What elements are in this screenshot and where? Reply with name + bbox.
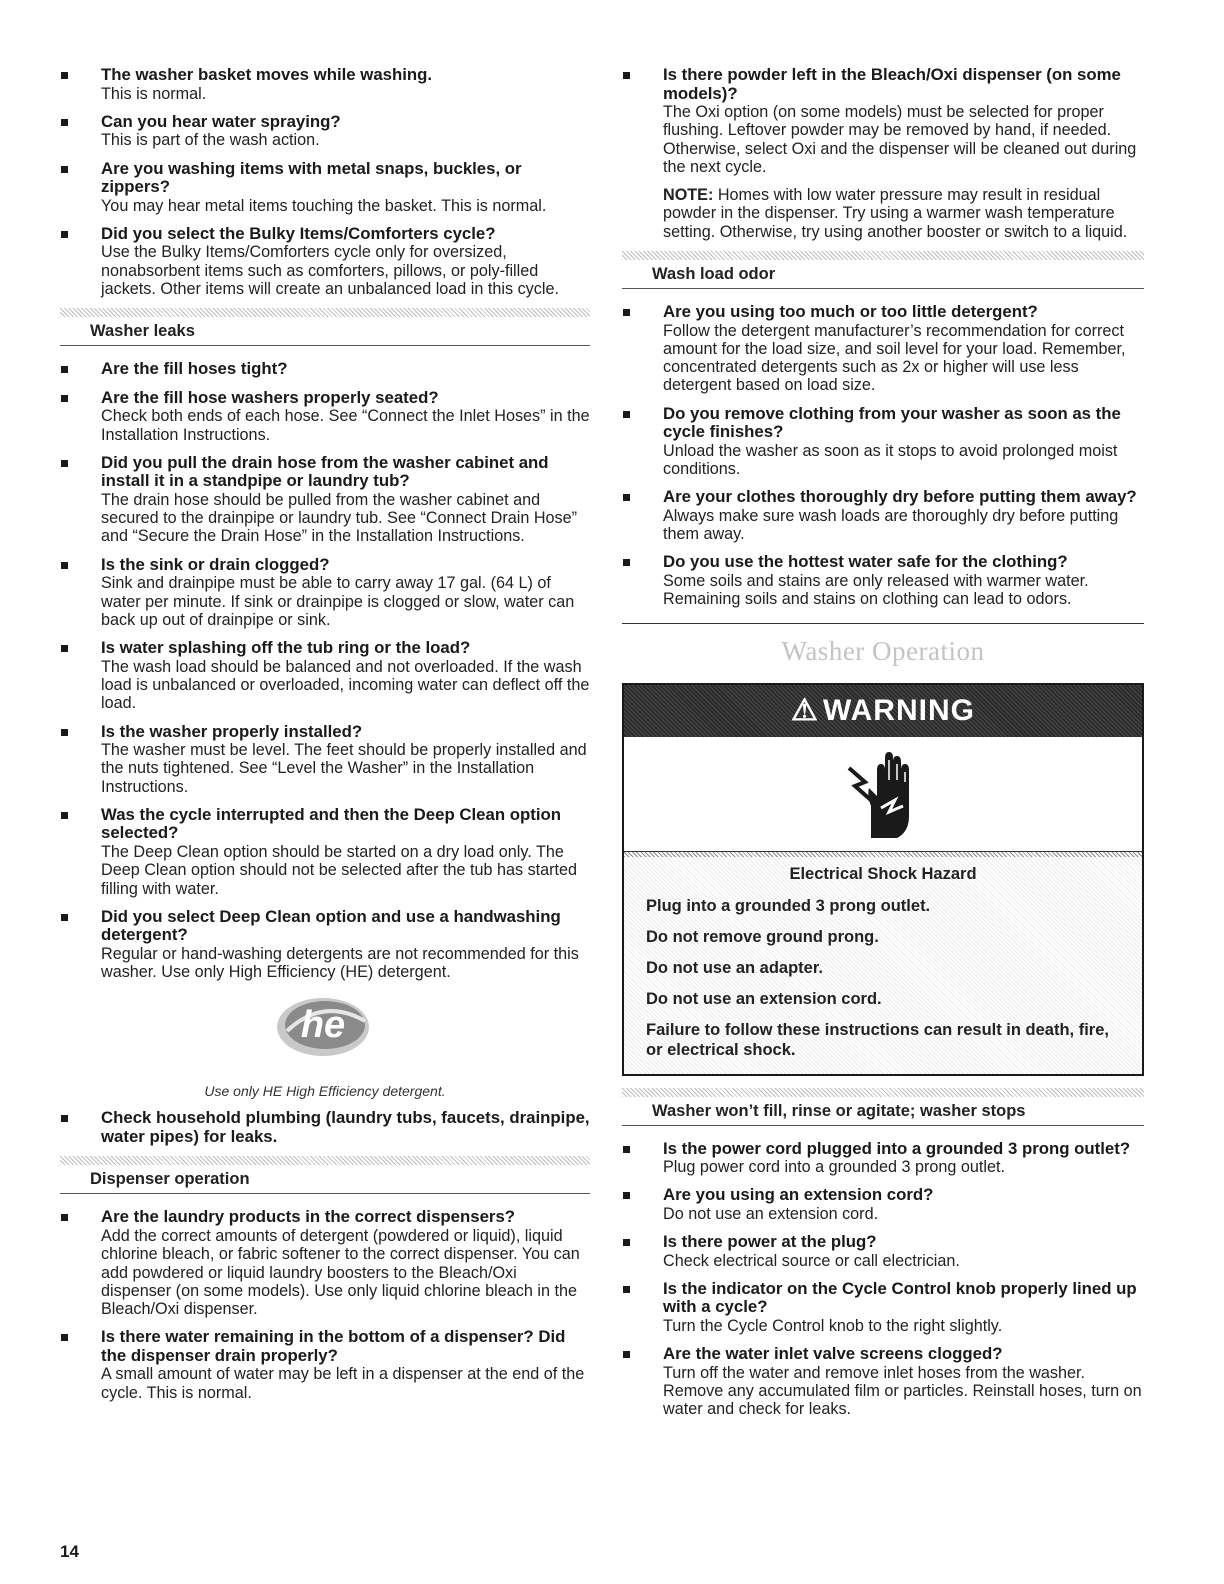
bullet-icon: [61, 729, 68, 736]
bullet-icon: [61, 119, 68, 126]
section-header-washer-leaks: [60, 308, 590, 346]
answer: Some soils and stains are only released with warmer water. Remaining soils and stains on clothing can lead to odors.: [663, 571, 1089, 609]
bullet-icon: [623, 494, 630, 501]
answer: Always make sure wash loads are thoroughly dry before putting them away.: [663, 506, 1119, 544]
bullet-icon: [61, 395, 68, 402]
section-title: Washer won’t fill, rinse or agitate; washer stops: [622, 1097, 1144, 1126]
he-logo-text: he: [300, 1004, 346, 1047]
bullet-icon: [61, 166, 68, 173]
section-header-dispenser-operation: [60, 1156, 590, 1194]
qa-item: [60, 1328, 590, 1402]
bullet-icon: [623, 559, 630, 566]
shock-hazard-figure: [624, 737, 1142, 851]
warning-box: [622, 683, 1144, 1076]
qa-item: [60, 160, 590, 215]
bullet-icon: [623, 72, 630, 79]
warning-line: Failure to follow these instructions can result in death, fire, or electrical shock.: [646, 1020, 1109, 1059]
warning-line: Plug into a grounded 3 prong outlet.: [646, 896, 931, 915]
question: Did you select Deep Clean option and use a handwashing detergent?: [101, 906, 561, 945]
question: Was the cycle interrupted and then the Deep Clean option selected?: [101, 804, 561, 843]
qa-list: [60, 1208, 590, 1402]
page-number: 14: [60, 1542, 79, 1561]
question: Is water splashing off the tub ring or the load?: [101, 638, 471, 658]
warning-line: Do not use an adapter.: [646, 958, 823, 977]
answer: Turn the Cycle Control knob to the right slightly.: [663, 1316, 1003, 1335]
section-title: Wash load odor: [622, 260, 1144, 289]
warning-banner: [624, 685, 1142, 737]
qa-list: [60, 360, 590, 981]
bullet-icon: [61, 460, 68, 467]
qa-item: [60, 113, 590, 150]
qa-item: [622, 1280, 1144, 1335]
he-logo-icon: [273, 991, 377, 1061]
answer: Unload the washer as soon as it stops to avoid prolonged moist conditions.: [663, 441, 1118, 479]
question: Is there power at the plug?: [663, 1232, 877, 1252]
logo-caption: Use only HE High Efficiency detergent.: [204, 1083, 446, 1100]
qa-item: [60, 556, 590, 629]
answer: Plug power cord into a grounded 3 prong outlet.: [663, 1158, 1005, 1177]
section-header-wash-load-odor: [622, 251, 1144, 289]
hatch-divider: [60, 1156, 590, 1165]
warning-line: Do not use an extension cord.: [646, 989, 882, 1008]
answer: A small amount of water may be left in a dispenser at the end of the cycle. This is normal.: [101, 1365, 585, 1402]
answer: Check both ends of each hose. See “Connect the Inlet Hoses” in the Installation Instructions.: [101, 407, 590, 444]
qa-list: [622, 303, 1144, 608]
qa-item: [622, 303, 1144, 395]
warning-line: Do not remove ground prong.: [646, 927, 879, 946]
warning-triangle-icon: ⚠: [791, 694, 819, 728]
section-title: Washer leaks: [60, 317, 590, 346]
he-logo-figure: [60, 991, 590, 1099]
bullet-icon: [61, 231, 68, 238]
warning-banner-text: WARNING: [822, 693, 975, 727]
qa-item: [60, 389, 590, 444]
question: Check household plumbing (laundry tubs, faucets, drainpipe, water pipes) for leaks.: [101, 1108, 590, 1146]
bullet-icon: [623, 1146, 630, 1153]
qa-item: [622, 1140, 1144, 1177]
bullet-icon: [61, 914, 68, 921]
question: Can you hear water spraying?: [101, 111, 341, 131]
qa-item: [60, 454, 590, 546]
note-label: NOTE:: [663, 186, 714, 205]
electrical-shock-hand-icon: [843, 746, 923, 842]
qa-item: [622, 66, 1144, 241]
note: [663, 186, 1144, 241]
hatch-divider: [60, 308, 590, 317]
left-column: [60, 66, 590, 1412]
section-title: Dispenser operation: [60, 1165, 590, 1194]
qa-item: [622, 405, 1144, 479]
qa-item: [622, 553, 1144, 608]
answer: The wash load should be balanced and not overloaded. If the wash load is unbalanced or overloaded, incoming water can deflect off the load.: [101, 657, 590, 713]
section-header-wont-fill: [622, 1088, 1144, 1126]
answer: Add the correct amounts of detergent (powdered or liquid), liquid chlorine bleach, or fabric softener to the correct dispenser. You can add powdered or liquid laundry boosters to the Bleach/Oxi dispenser (on some models). Use only liquid chlorine bleach in the Bleach/Oxi dispenser.: [101, 1226, 580, 1319]
bullet-icon: [61, 1334, 68, 1341]
question: Did you pull the drain hose from the washer cabinet and install it in a standpipe or laundry tub?: [101, 452, 549, 491]
qa-item: [60, 639, 590, 712]
question: The washer basket moves while washing.: [101, 65, 433, 84]
hazard-title: Electrical Shock Hazard: [789, 864, 977, 883]
question: Is there powder left in the Bleach/Oxi dispenser (on some models)?: [663, 65, 1121, 103]
qa-item: [622, 1233, 1144, 1270]
right-column: [622, 66, 1144, 1429]
qa-item: [622, 488, 1144, 543]
answer: The Oxi option (on some models) must be selected for proper flushing. Leftover powder may be removed by hand, if needed. Otherwise, select Oxi and the dispenser will be cleaned out during the next cycle. NOTE: Homes with low water pressure may result in residual powder in the dispenser. Try using a warmer wash temperature setting. Otherwise, try using another booster or switch to a liquid.: [663, 103, 1144, 241]
note-text: Homes with low water pressure may result in residual powder in the dispenser. Try using a warmer wash temperature setting. Otherwise, try using another booster or switch to a liquid.: [663, 186, 1128, 241]
hatch-divider: [622, 251, 1144, 260]
bullet-icon: [623, 1286, 630, 1293]
question: Are the water inlet valve screens clogged?: [663, 1344, 1003, 1364]
question: Do you use the hottest water safe for the clothing?: [663, 552, 1068, 572]
qa-item: [60, 1208, 590, 1318]
qa-item: [622, 1186, 1144, 1223]
question: Is there water remaining in the bottom of a dispenser? Did the dispenser drain properly?: [101, 1327, 566, 1365]
qa-item: [60, 225, 590, 298]
bullet-icon: [61, 1115, 68, 1122]
qa-item: [60, 1109, 590, 1146]
hatch-divider: [622, 1088, 1144, 1097]
question: Do you remove clothing from your washer as soon as the cycle finishes?: [663, 403, 1121, 442]
answer: This is normal.: [101, 84, 207, 103]
bullet-icon: [61, 366, 68, 373]
bullet-icon: [623, 411, 630, 418]
qa-item: [60, 66, 590, 103]
answer: The drain hose should be pulled from the washer cabinet and secured to the drainpipe or laundry tub. See “Connect Drain Hose” and “Secure the Drain Hose” in the Installation Instructions.: [101, 490, 577, 546]
qa-list: [622, 1140, 1144, 1419]
answer: This is part of the wash action.: [101, 131, 320, 150]
question: Is the sink or drain clogged?: [101, 554, 330, 574]
question: Are the laundry products in the correct dispensers?: [101, 1207, 516, 1227]
washer-operation-title: Washer Operation: [781, 635, 985, 666]
question: Are the fill hose washers properly seated?: [101, 387, 439, 407]
answer: Follow the detergent manufacturer’s recommendation for correct amount for the load size, and soil level for your load. Remember, concentrated detergents such as 2x or higher will use less detergent based on load size.: [663, 321, 1126, 395]
answer: You may hear metal items touching the basket. This is normal.: [101, 196, 547, 215]
question: Did you select the Bulky Items/Comforters cycle?: [101, 223, 496, 243]
qa-item: [60, 723, 590, 796]
bullet-icon: [623, 1239, 630, 1246]
bullet-icon: [623, 1192, 630, 1199]
question: Are you using too much or too little detergent?: [663, 302, 1038, 322]
bullet-icon: [61, 1214, 68, 1221]
question: Are you using an extension cord?: [663, 1185, 934, 1205]
qa-list: [622, 66, 1144, 241]
qa-list: [60, 1109, 590, 1146]
answer: Use the Bulky Items/Comforters cycle only for oversized, nonabsorbent items such as comforters, pillows, or poly-filled jackets. Other items will create an unbalanced load in this cycle.: [101, 243, 559, 298]
warning-body: [624, 857, 1142, 1074]
qa-item: [60, 908, 590, 982]
qa-item: [60, 806, 590, 898]
answer: Sink and drainpipe must be able to carry away 17 gal. (64 L) of water per minute. If sink or drainpipe is clogged or slow, water can back up out of drainpipe or sink.: [101, 574, 575, 629]
bullet-icon: [61, 812, 68, 819]
answer: The Deep Clean option should be started on a dry load only. The Deep Clean option should not be selected after the tub has started filling with water.: [101, 842, 578, 898]
answer: The washer must be level. The feet should be properly installed and the nuts tightened. See “Level the Washer” in the Installation Instructions.: [101, 741, 587, 796]
answer: Check electrical source or call electrician.: [663, 1251, 960, 1270]
qa-item: [60, 360, 590, 379]
question: Is the washer properly installed?: [101, 721, 363, 741]
answer: Regular or hand-washing detergents are not recommended for this washer. Use only High Efficiency (HE) detergent.: [101, 944, 579, 982]
question: Is the indicator on the Cycle Control knob properly lined up with a cycle?: [663, 1278, 1137, 1317]
bullet-icon: [623, 309, 630, 316]
answer: Turn off the water and remove inlet hoses from the washer. Remove any accumulated film or particles. Reinstall hoses, turn on water and check for leaks.: [663, 1363, 1142, 1419]
question: Are your clothes thoroughly dry before putting them away?: [663, 487, 1137, 507]
bullet-icon: [61, 645, 68, 652]
bullet-icon: [623, 1351, 630, 1358]
qa-item: [622, 1345, 1144, 1418]
qa-list: [60, 66, 590, 298]
section-rule: [622, 623, 1144, 624]
question: Are you washing items with metal snaps, buckles, or zippers?: [101, 158, 522, 197]
answer: Do not use an extension cord.: [663, 1204, 879, 1223]
question: Are the fill hoses tight?: [101, 359, 288, 379]
bullet-icon: [61, 562, 68, 569]
question: Is the power cord plugged into a grounded 3 prong outlet?: [663, 1138, 1131, 1158]
bullet-icon: [61, 72, 68, 79]
